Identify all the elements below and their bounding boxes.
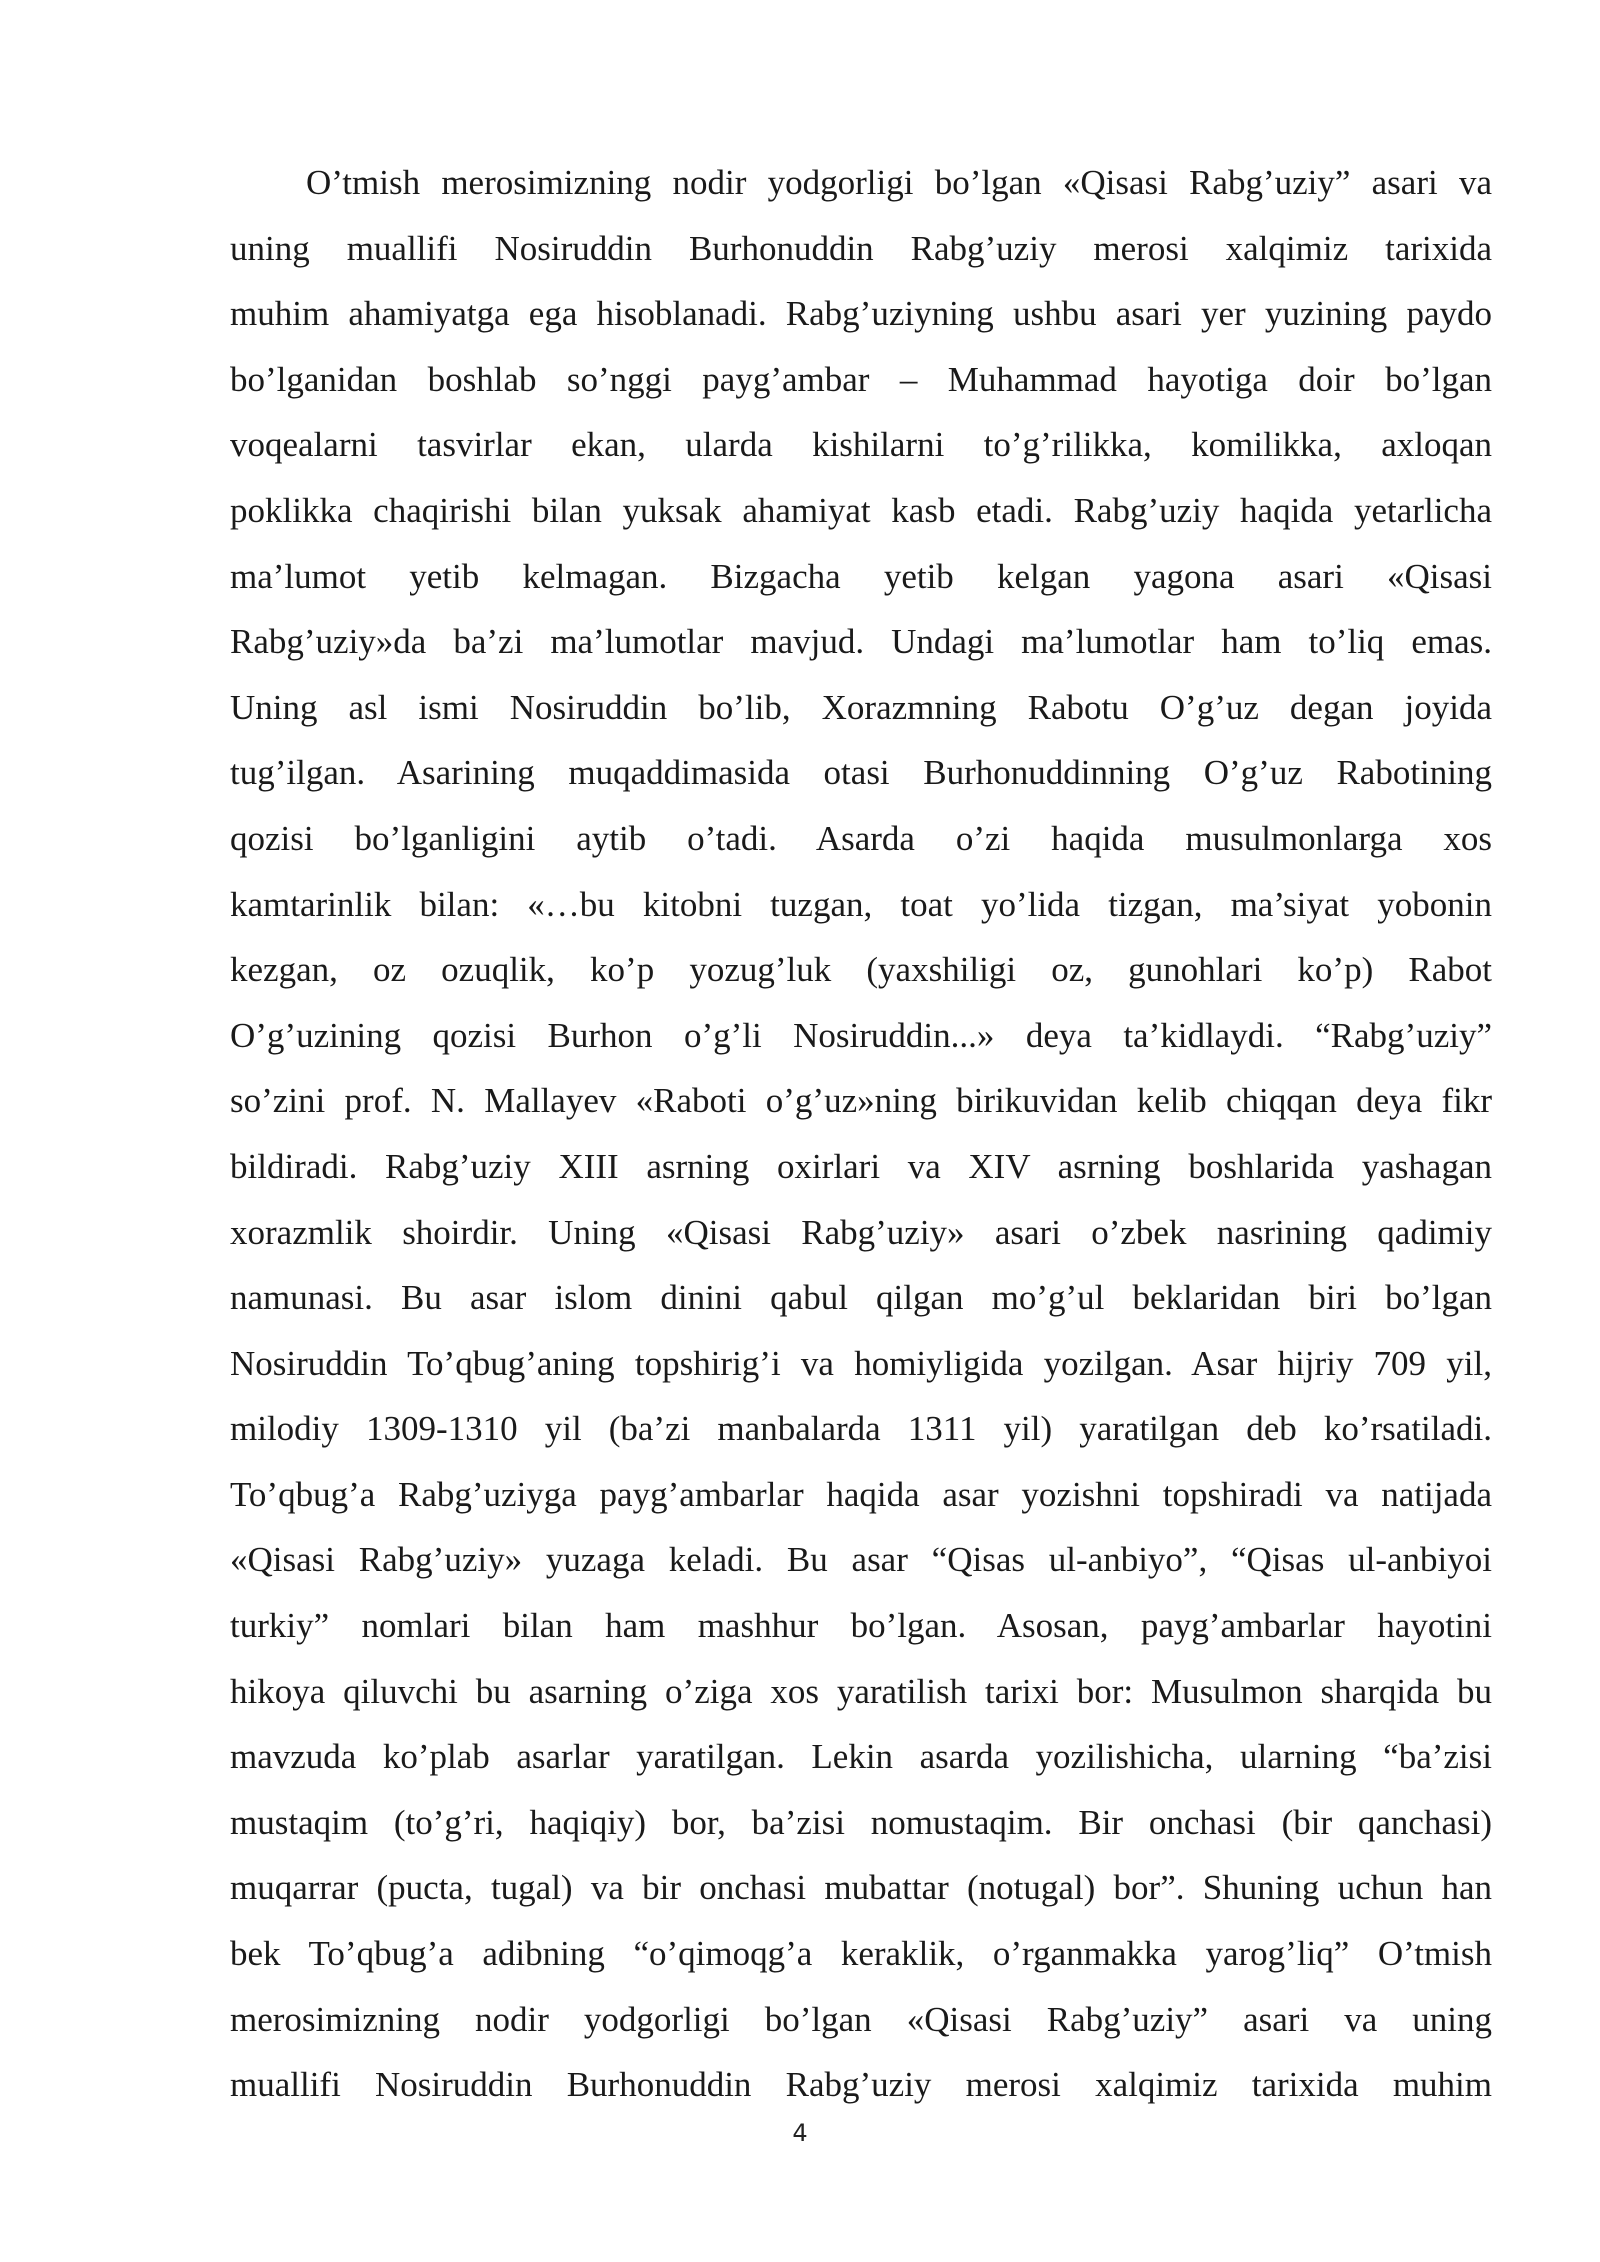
paragraph-line-17: xorazmlik shoirdir. Uning «Qisasi Rabg’uziy» asari o’zbek nasrining qadimiy (230, 1212, 1492, 1252)
page-number: 4 (792, 2119, 808, 2147)
paragraph-line-10: tug’ilgan. Asarining muqaddimasida otasi Burhonuddinning O’g’uz Rabotining (230, 753, 1492, 793)
paragraph-line-23: turkiy” nomlari bilan ham mashhur bo’lgan. Asosan, payg’ambarlar hayotini (230, 1606, 1492, 1646)
paragraph-line-30: muallifi Nosiruddin Burhonuddin Rabg’uziy merosi xalqimiz tarixida muhim (230, 2065, 1492, 2105)
paragraph-line-25: mavzuda ko’plab asarlar yaratilgan. Lekin asarda yozilishicha, ularning “ba’zisi (230, 1737, 1492, 1777)
paragraph-line-2: uning muallifi Nosiruddin Burhonuddin Rabg’uziy merosi xalqimiz tarixida (230, 228, 1492, 268)
paragraph-line-11: qozisi bo’lganligini aytib o’tadi. Asarda o’zi haqida musulmonlarga xos (230, 818, 1492, 858)
paragraph-line-13: kezgan, oz ozuqlik, ko’p yozug’luk (yaxshiligi oz, gunohlari ko’p) Rabot (230, 950, 1492, 990)
paragraph-line-22: «Qisasi Rabg’uziy» yuzaga keladi. Bu asar “Qisas ul-anbiyo”, “Qisas ul-anbiyoi (230, 1540, 1492, 1580)
paragraph-line-14: O’g’uzining qozisi Burhon o’g’li Nosiruddin...» deya ta’kidlaydi. “Rabg’uziy” (230, 1015, 1492, 1055)
paragraph-line-29: merosimizning nodir yodgorligi bo’lgan «Qisasi Rabg’uziy” asari va uning (230, 1999, 1492, 2039)
paragraph-line-8: Rabg’uziy»da ba’zi ma’lumotlar mavjud. Undagi ma’lumotlar ham to’liq emas. (230, 622, 1492, 662)
paragraph-line-5: voqealarni tasvirlar ekan, ularda kishilarni to’g’rilikka, komilikka, axloqan (230, 425, 1492, 465)
paragraph-line-26: mustaqim (to’g’ri, haqiqiy) bor, ba’zisi nomustaqim. Bir onchasi (bir qanchasi) (230, 1802, 1492, 1842)
paragraph-line-28: bek To’qbug’a adibning “o’qimoqg’a keraklik, o’rganmakka yarog’liq” O’tmish (230, 1934, 1492, 1974)
paragraph-line-21: To’qbug’a Rabg’uziyga payg’ambarlar haqida asar yozishni topshiradi va natijada (230, 1474, 1492, 1514)
paragraph-line-15: so’zini prof. N. Mallayev «Raboti o’g’uz»ning birikuvidan kelib chiqqan deya fikr (230, 1081, 1492, 1121)
paragraph-line-6: poklikka chaqirishi bilan yuksak ahamiyat kasb etadi. Rabg’uziy haqida yetarlicha (230, 490, 1492, 530)
paragraph-line-3: muhim ahamiyatga ega hisoblanadi. Rabg’uziyning ushbu asari yer yuzining paydo (230, 294, 1492, 334)
paragraph-line-7: ma’lumot yetib kelmagan. Bizgacha yetib kelgan yagona asari «Qisasi (230, 556, 1492, 596)
paragraph-line-20: milodiy 1309-1310 yil (ba’zi manbalarda 1311 yil) yaratilgan deb ko’rsatiladi. (230, 1409, 1492, 1449)
body-paragraph (230, 150, 1492, 2118)
paragraph-line-24: hikoya qiluvchi bu asarning o’ziga xos yaratilish tarixi bor: Musulmon sharqida bu (230, 1671, 1492, 1711)
paragraph-line-9: Uning asl ismi Nosiruddin bo’lib, Xorazmning Rabotu O’g’uz degan joyida (230, 687, 1492, 727)
paragraph-line-12: kamtarinlik bilan: «…bu kitobni tuzgan, toat yo’lida tizgan, ma’siyat yobonin (230, 884, 1492, 924)
paragraph-line-16: bildiradi. Rabg’uziy XIII asrning oxirlari va XIV asrning boshlarida yashagan (230, 1146, 1492, 1186)
paragraph-line-27: muqarrar (pucta, tugal) va bir onchasi mubattar (notugal) bor”. Shuning uchun han (230, 1868, 1492, 1908)
paragraph-line-1: O’tmish merosimizning nodir yodgorligi bo’lgan «Qisasi Rabg’uziy” asari va (306, 163, 1492, 202)
paragraph-line-19: Nosiruddin To’qbug’aning topshirig’i va homiyligida yozilgan. Asar hijriy 709 yil, (230, 1343, 1492, 1383)
paragraph-line-4: bo’lganidan boshlab so’nggi payg’ambar – Muhammad hayotiga doir bo’lgan (230, 359, 1492, 399)
paragraph-line-18: namunasi. Bu asar islom dinini qabul qilgan mo’g’ul beklaridan biri bo’lgan (230, 1278, 1492, 1318)
